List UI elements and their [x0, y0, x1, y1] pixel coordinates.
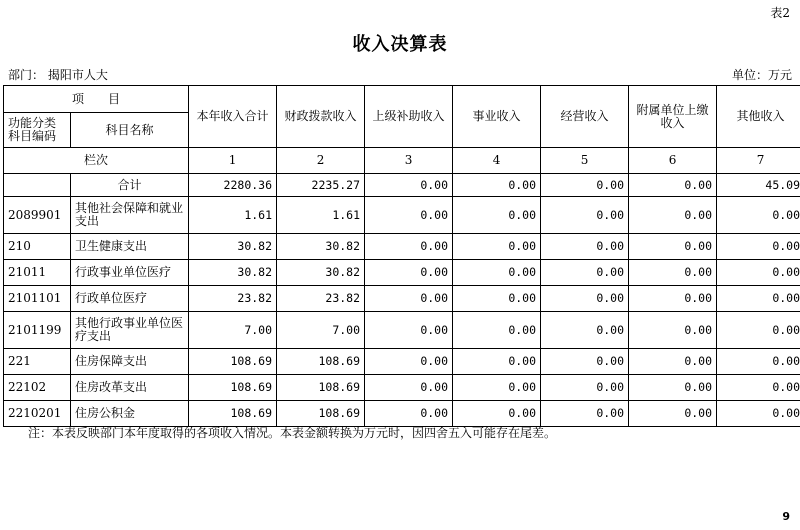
cell-value: 0.00 — [365, 234, 453, 260]
cell-name: 其他社会保障和就业支出 — [71, 197, 189, 234]
cell-value: 108.69 — [189, 349, 277, 375]
col-number: 5 — [541, 148, 629, 174]
cell-value: 45.09 — [717, 174, 800, 197]
cell-value: 0.00 — [365, 375, 453, 401]
cell-value: 0.00 — [717, 286, 800, 312]
cell-value: 30.82 — [277, 234, 365, 260]
cell-value: 0.00 — [541, 375, 629, 401]
table-row — [4, 375, 800, 401]
cell-code: 21011 — [4, 260, 71, 286]
table-label: 表2 — [770, 6, 790, 20]
header-upper-subsidy: 上级补助收入 — [365, 86, 453, 148]
cell-value: 23.82 — [277, 286, 365, 312]
cell-value: 0.00 — [629, 174, 717, 197]
table-row — [4, 401, 800, 427]
cell-value: 0.00 — [453, 349, 541, 375]
cell-value: 108.69 — [189, 401, 277, 427]
table-row — [4, 349, 800, 375]
cell-value: 0.00 — [717, 349, 800, 375]
cell-value: 108.69 — [277, 375, 365, 401]
col-number: 6 — [629, 148, 717, 174]
cell-value: 0.00 — [453, 401, 541, 427]
cell-value: 0.00 — [717, 401, 800, 427]
unit-label: 单位：万元 — [731, 68, 792, 82]
header-fiscal: 财政拨款收入 — [277, 86, 365, 148]
cell-code: 2101199 — [4, 312, 71, 349]
cell-value: 0.00 — [365, 401, 453, 427]
cell-name: 合计 — [71, 174, 189, 197]
table-row-total — [4, 174, 800, 197]
table-row — [4, 234, 800, 260]
cell-value: 0.00 — [717, 197, 800, 234]
cell-value: 0.00 — [629, 375, 717, 401]
cell-value: 0.00 — [541, 260, 629, 286]
cell-value: 108.69 — [277, 349, 365, 375]
header-subject-name: 科目名称 — [71, 113, 189, 148]
cell-value: 0.00 — [365, 260, 453, 286]
cell-value: 30.82 — [277, 260, 365, 286]
cell-name: 住房保障支出 — [71, 349, 189, 375]
cell-value: 2280.36 — [189, 174, 277, 197]
cell-value: 0.00 — [541, 174, 629, 197]
cell-value: 7.00 — [277, 312, 365, 349]
header-affiliated: 附属单位上缴收入 — [629, 86, 717, 148]
cell-value: 30.82 — [189, 260, 277, 286]
cell-name: 行政单位医疗 — [71, 286, 189, 312]
header-other: 其他收入 — [717, 86, 800, 148]
cell-value: 1.61 — [277, 197, 365, 234]
header-business: 事业收入 — [453, 86, 541, 148]
cell-value: 0.00 — [629, 286, 717, 312]
cell-value: 0.00 — [453, 174, 541, 197]
cell-value: 0.00 — [717, 312, 800, 349]
cell-value: 0.00 — [629, 349, 717, 375]
cell-name: 行政事业单位医疗 — [71, 260, 189, 286]
col-number: 2 — [277, 148, 365, 174]
cell-value: 0.00 — [541, 401, 629, 427]
cell-name: 其他行政事业单位医疗支出 — [71, 312, 189, 349]
cell-value: 0.00 — [541, 312, 629, 349]
income-table — [3, 85, 800, 427]
cell-code: 2101101 — [4, 286, 71, 312]
cell-code: 22102 — [4, 375, 71, 401]
cell-code: 2210201 — [4, 401, 71, 427]
header-func-code: 功能分类科目编码 — [4, 113, 71, 148]
cell-value: 0.00 — [629, 401, 717, 427]
cell-code — [4, 174, 71, 197]
cell-code: 2089901 — [4, 197, 71, 234]
cell-name: 卫生健康支出 — [71, 234, 189, 260]
cell-value: 0.00 — [629, 234, 717, 260]
cell-value: 0.00 — [629, 260, 717, 286]
cell-value: 0.00 — [453, 260, 541, 286]
cell-name: 住房改革支出 — [71, 375, 189, 401]
cell-value: 0.00 — [453, 197, 541, 234]
header-item: 项 目 — [4, 86, 189, 113]
cell-value: 0.00 — [541, 349, 629, 375]
col-number: 1 — [189, 148, 277, 174]
cell-value: 0.00 — [365, 197, 453, 234]
cell-value: 0.00 — [541, 286, 629, 312]
cell-value: 0.00 — [629, 197, 717, 234]
cell-value: 0.00 — [453, 375, 541, 401]
cell-value: 7.00 — [189, 312, 277, 349]
cell-code: 210 — [4, 234, 71, 260]
table-row — [4, 312, 800, 349]
col-number: 7 — [717, 148, 800, 174]
cell-value: 0.00 — [365, 312, 453, 349]
table-row — [4, 260, 800, 286]
cell-value: 1.61 — [189, 197, 277, 234]
cell-value: 108.69 — [189, 375, 277, 401]
table-row — [4, 286, 800, 312]
department-label: 部门： 揭阳市人大 — [8, 68, 108, 82]
cell-value: 0.00 — [365, 174, 453, 197]
page-title: 收入决算表 — [352, 34, 448, 55]
header-total-income: 本年收入合计 — [189, 86, 277, 148]
cell-code: 221 — [4, 349, 71, 375]
col-number: 4 — [453, 148, 541, 174]
footnote: 注：本表反映部门本年度取得的各项收入情况。本表金额转换为万元时，因四舍五入可能存在尾差。 — [28, 426, 557, 440]
cell-value: 0.00 — [453, 312, 541, 349]
col-row-label: 栏次 — [4, 148, 189, 174]
cell-value: 0.00 — [717, 234, 800, 260]
cell-value: 30.82 — [189, 234, 277, 260]
cell-value: 0.00 — [717, 260, 800, 286]
cell-value: 0.00 — [453, 286, 541, 312]
cell-name: 住房公积金 — [71, 401, 189, 427]
cell-value: 108.69 — [277, 401, 365, 427]
col-number: 3 — [365, 148, 453, 174]
cell-value: 0.00 — [629, 312, 717, 349]
header-operating: 经营收入 — [541, 86, 629, 148]
table-row — [4, 197, 800, 234]
cell-value: 0.00 — [717, 375, 800, 401]
cell-value: 0.00 — [365, 349, 453, 375]
page-number: 9 — [782, 510, 790, 523]
cell-value: 0.00 — [365, 286, 453, 312]
cell-value: 23.82 — [189, 286, 277, 312]
cell-value: 0.00 — [453, 234, 541, 260]
cell-value: 0.00 — [541, 234, 629, 260]
cell-value: 0.00 — [541, 197, 629, 234]
cell-value: 2235.27 — [277, 174, 365, 197]
